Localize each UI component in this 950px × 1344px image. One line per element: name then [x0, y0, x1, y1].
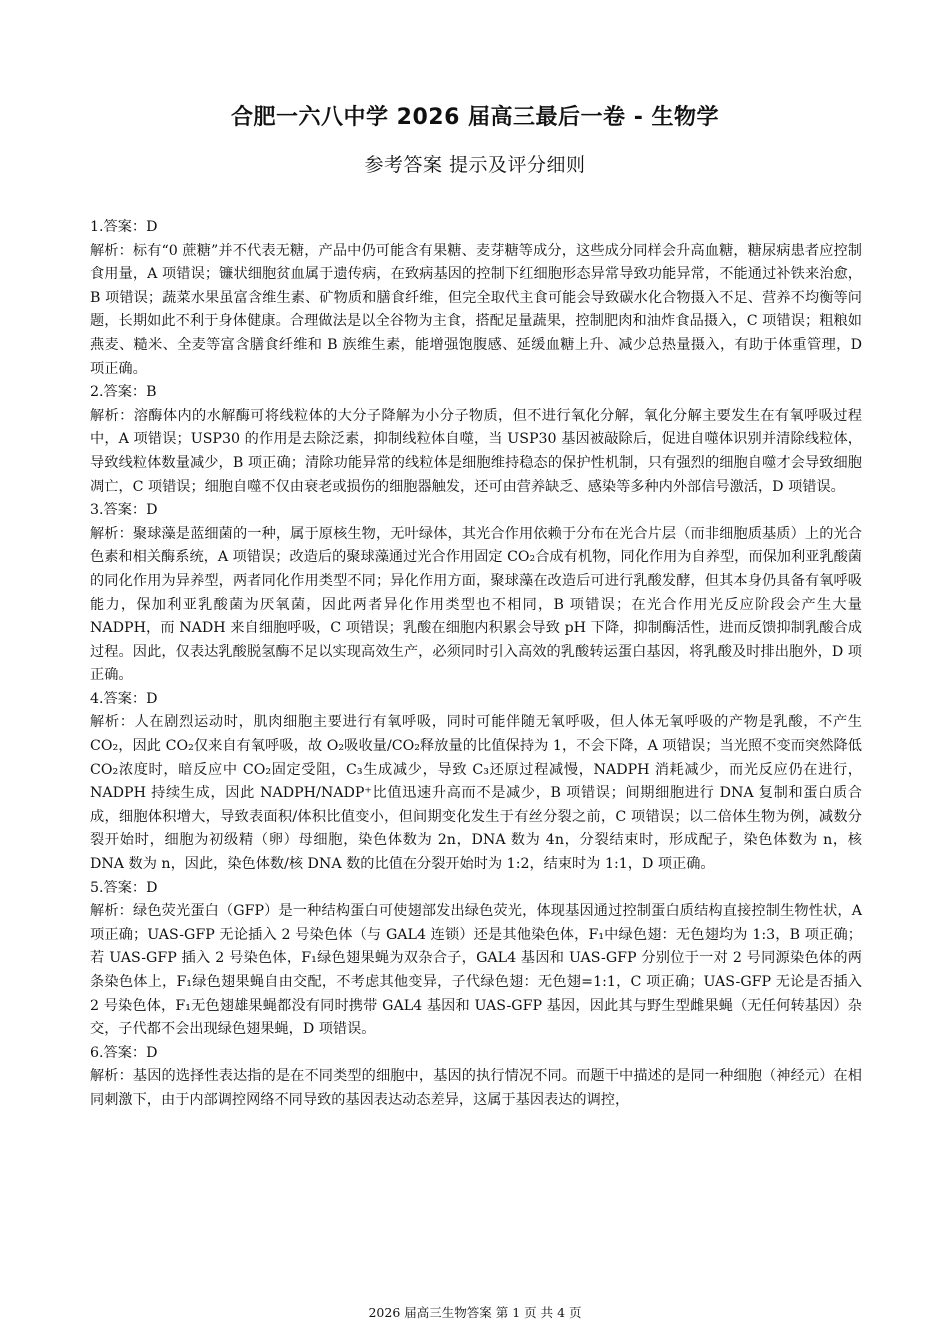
- answer-6: 6.答案：D: [90, 1044, 158, 1061]
- answer-3: 3.答案：D: [90, 502, 158, 519]
- document-subtitle: 参考答案 提示及评分细则: [364, 154, 586, 176]
- page-footer: 2026 届高三生物答案 第 1 页 共 4 页: [368, 1305, 582, 1320]
- analysis-5: 解析：绿色荧光蛋白（GFP）是一种结构蛋白可使翅部发出绿色荧光，体现基因通过控制蛋白质结构直接控制生物性状，A 项正确；UAS-GFP 无论插入 2 号染色体（与 GAL4 连锁）还是其他染色体，F₁中绿色翅：无色翅均为 1:3，B 项正确；若 UAS-GFP 插入 2 号染色体，F₁绿色翅果蝇为双杂合子，GAL4 基因和 UAS-GFP 分别位于一对 2 号同源染色体的两条染色体上，F₁绿色翅果蝇自由交配，不考虑其他变异，子代绿色翅：无色翅=1:1，C 项正确；UAS-GFP 无论是否插入 2 号染色体，F₁无色翅雄果蝇都没有同时携带 GAL4 基因和 UAS-GFP 基因，因此其与野生型雌果蝇（无任何转基因）杂交，子代都不会出现绿色翅果蝇，D 项错误。: [90, 903, 862, 1038]
- analysis-1: 解析：标有“0 蔗糖”并不代表无糖，产品中仍可能含有果糖、麦芽糖等成分，这些成分同样会升高血糖，糖尿病患者应控制食用量，A 项错误；镰状细胞贫血属于遗传病，在致病基因的控制下红细胞形态异常导致功能异常，不能通过补铁来治愈，B 项错误；蔬菜水果虽富含维生素、矿物质和膳食纤维，但完全取代主食可能会导致碳水化合物摄入不足、营养不均衡等问题，长期如此不利于身体健康。合理做法是以全谷物为主食，搭配足量蔬果，控制肥肉和油炸食品摄入，C 项错误；粗粮如燕麦、糙米、全麦等富含膳食纤维和 B 族维生素，能增强饱腹感、延缓血糖上升、减少总热量摄入，有助于体重管理，D 项正确。: [90, 242, 862, 377]
- analysis-4: 解析：人在剧烈运动时，肌肉细胞主要进行有氧呼吸，同时可能伴随无氧呼吸，但人体无氧呼吸的产物是乳酸，不产生 CO₂，因此 CO₂仅来自有氧呼吸，故 O₂吸收量/CO₂释放量的比值保持为 1，不会下降，A 项错误；当光照不变而突然降低 CO₂浓度时，暗反应中 CO₂固定受阻，C₃生成减少，导致 C₃还原过程减慢，NADPH 消耗减少，而光反应仍在进行，NADPH 持续生成，因此 NADPH/NADP⁺比值迅速升高而不是减少，B 项错误；间期细胞进行 DNA 复制和蛋白质合成，细胞体积增大，导致表面积/体积比值变小，但间期变化发生于有丝分裂之前，C 项错误；以二倍体生物为例，减数分裂开始时，细胞为初级精（卵）母细胞，染色体数为 2n，DNA 数为 4n，分裂结束时，形成配子，染色体数为 n，核 DNA 数为 n，因此，染色体数/核 DNA 数的比值在分裂开始时为 1:2，结束时为 1:1，D 项正确。: [90, 714, 862, 873]
- answer-4: 4.答案：D: [90, 690, 158, 707]
- analysis-2: 解析：溶酶体内的水解酶可将线粒体的大分子降解为小分子物质，但不进行氧化分解，氧化分解主要发生在有氧呼吸过程中，A 项错误；USP30 的作用是去除泛素，抑制线粒体自噬，当 USP30 基因被敲除后，促进自噬体识别并清除线粒体，导致线粒体数量减少，B 项正确；清除功能异常的线粒体是细胞维持稳态的保护性机制，只有强烈的细胞自噬才会导致细胞凋亡，C 项错误；细胞自噬不仅由衰老或损伤的细胞器触发，还可由营养缺乏、感染等多种内外部信号激活，D 项错误。: [90, 407, 862, 495]
- answer-1: 1.答案：D: [90, 219, 158, 235]
- analysis-3: 解析：聚球藻是蓝细菌的一种，属于原核生物，无叶绿体，其光合作用依赖于分布在光合片层（而非细胞质基质）上的光合色素和相关酶系统，A 项错误；改造后的聚球藻通过光合作用固定 CO₂合成有机物，同化作用为自养型，而保加利亚乳酸菌的同化作用为异养型，两者同化作用类型不同；异化作用方面，聚球藻在改造后可进行乳酸发酵，但其本身仍具备有氧呼吸能力，保加利亚乳酸菌为厌氧菌，因此两者异化作用类型也不相同，B 项错误；在光合作用光反应阶段会产生大量 NADPH，而 NADH 来自细胞呼吸，C 项错误；乳酸在细胞内积累会导致 pH 下降，抑制酶活性，进而反馈抑制乳酸合成过程。因此，仅表达乳酸脱氢酶不足以实现高效生产，必须同时引入高效的乳酸转运蛋白基因，将乳酸及时排出胞外，D 项正确。: [90, 525, 862, 684]
- answer-5: 5.答案：D: [90, 879, 158, 896]
- document-title: 合肥一六八中学 2026 届高三最后一卷 - 生物学: [231, 105, 719, 130]
- answer-content: [90, 216, 862, 1113]
- analysis-6: 解析：基因的选择性表达指的是在不同类型的细胞中，基因的执行情况不同。而题干中描述的是同一种细胞（神经元）在相同刺激下，由于内部调控网络不同导致的基因表达动态差异，这属于基因表达的调控，: [90, 1068, 862, 1108]
- answer-2: 2.答案：B: [90, 384, 157, 401]
